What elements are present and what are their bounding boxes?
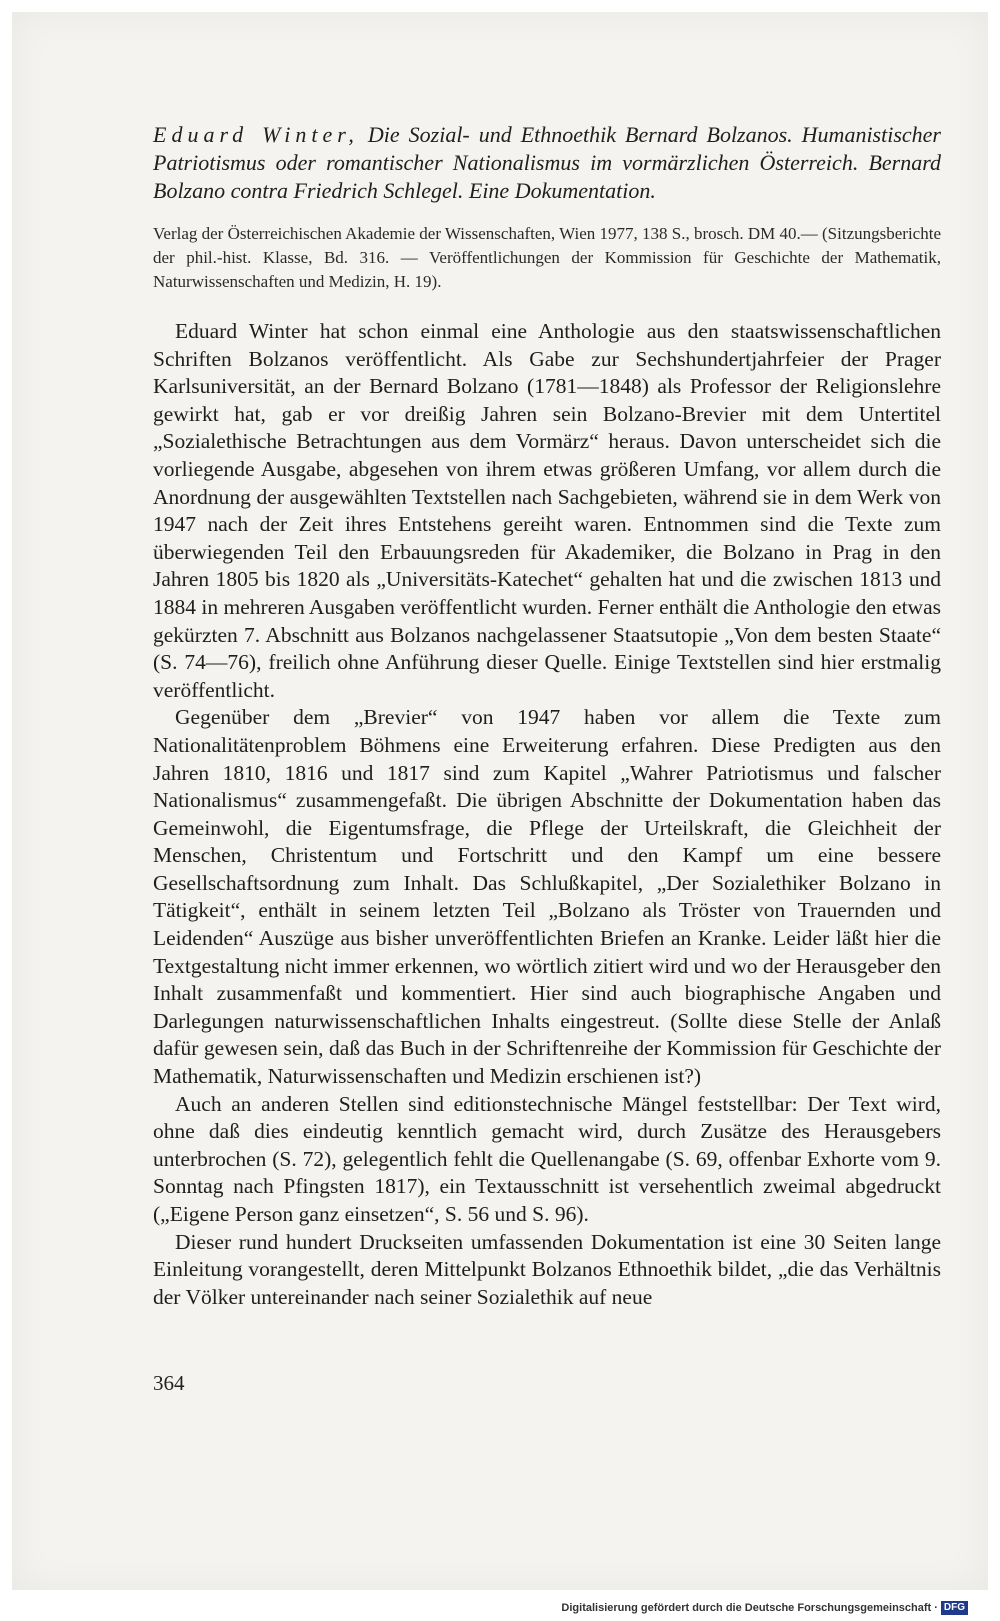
page-number: 364 [153, 1371, 185, 1395]
paragraph-4: Dieser rund hundert Druckseiten umfassenden Dokumentation ist eine 30 Seiten lange Einleitung vorangestellt, deren Mittelpunkt Bolzanos Ethnoethik bildet, „die das Verhältnis der Völker untereinander nach seiner Sozialethik auf neue [153, 1229, 941, 1309]
separator-dot: · [934, 1602, 938, 1614]
dfg-logo-icon: DFG [941, 1601, 968, 1615]
citation-title: Die Sozial- und Ethnoethik Bernard Bolzanos. Humanistischer Patriotismus oder romantischer Nationalismus im vormärzlichen Österreich. Bernard Bolzano contra Friedrich Schlegel. Eine Dokumentation. [153, 122, 941, 203]
book-page [12, 12, 988, 1590]
paragraph-1: Eduard Winter hat schon einmal eine Anthologie aus den staatswissenschaftlichen Schriften Bolzanos veröffentlicht. Als Gabe zur Sechshundertjahrfeier der Prager Karlsuniversität, an der Bernard Bolzano (1781—1848) als Professor der Religionslehre gewirkt hat, gab er vor dreißig Jahren sein Bolzano-Brevier mit dem Untertitel „Sozialethische Betrachtungen aus dem Vormärz“ heraus. Davon unterscheidet sich die vorliegende Ausgabe, abgesehen von ihrem etwas größeren Umfang, vor allem durch die Anordnung der ausgewählten Textstellen nach Sachgebieten, während sie in dem Werk von 1947 nach der Zeit ihres Entstehens gereiht waren. Entnommen sind die Texte zum überwiegenden Teil den Erbauungsreden für Akademiker, die Bolzano in Prag in den Jahren 1805 bis 1820 als „Universitäts-Katechet“ gehalten hat und die zwischen 1813 und 1884 in mehreren Ausgaben veröffentlicht wurden. Ferner enthält die Anthologie den etwas gekürzten 7. Abschnitt aus Bolzanos nachgelassener Staatsutopie „Von dem besten Staate“ (S. 74—76), freilich ohne Anführung dieser Quelle. Einige Textstellen sind hier erstmalig veröffentlicht. [153, 319, 941, 702]
citation-author: Eduard Winter, [153, 122, 359, 147]
page-content [153, 121, 941, 1311]
publication-info: Verlag der Österreichischen Akademie der Wissenschaften, Wien 1977, 138 S., brosch. DM 40.— (Sitzungsberichte der phil.-hist. Klasse, Bd. 316. — Veröffentlichungen der Kommission für Geschichte der Mathematik, Naturwissenschaften und Medizin, H. 19). [153, 224, 941, 291]
citation-header [153, 121, 941, 205]
review-body [153, 318, 941, 1311]
credit-text: Digitalisierung gefördert durch die Deutsche Forschungsgemeinschaft [561, 1602, 932, 1614]
paragraph-2: Gegenüber dem „Brevier“ von 1947 haben vor allem die Texte zum Nationalitätenproblem Böhmens eine Erweiterung erfahren. Diese Predigten aus den Jahren 1810, 1816 und 1817 sind zum Kapitel „Wahrer Patriotismus und falscher Nationalismus“ zusammengefaßt. Die übrigen Abschnitte der Dokumentation haben das Gemeinwohl, die Eigentumsfrage, die Pflege der Urteilskraft, die Gleichheit der Menschen, Christentum und Fortschritt und den Kampf um eine bessere Gesellschaftsordnung zum Inhalt. Das Schlußkapitel, „Der Sozialethiker Bolzano in Tätigkeit“, enthält in seinem letzten Teil „Bolzano als Tröster von Trauernden und Leidenden“ Auszüge aus bisher unveröffentlichten Briefen an Kranke. Leider läßt hier die Textgestaltung nicht immer erkennen, wo wörtlich zitiert wird und wo der Herausgeber den Inhalt zusammenfaßt und kommentiert. Hier sind auch biographische Angaben und Darlegungen naturwissenschaftlichen Inhalts eingestreut. (Sollte diese Stelle der Anlaß dafür gewesen sein, daß das Buch in der Schriftenreihe der Kommission für Geschichte der Mathematik, Naturwissenschaften und Medizin erschienen ist?) [153, 705, 941, 1089]
digitization-credit [561, 1601, 968, 1615]
paragraph-3: Auch an anderen Stellen sind editionstechnische Mängel feststellbar: Der Text wird, ohne daß dies eindeutig kenntlich gemacht wird, durch Zusätze des Herausgebers unterbrochen (S. 72), gelegentlich fehlt die Quellenangabe (S. 69, offenbar Exhorte vom 9. Sonntag nach Pfingsten 1817), ein Textausschnitt ist versehentlich zweimal abgedruckt („Eigene Person ganz einsetzen“, S. 56 und S. 96). [153, 1091, 941, 1226]
